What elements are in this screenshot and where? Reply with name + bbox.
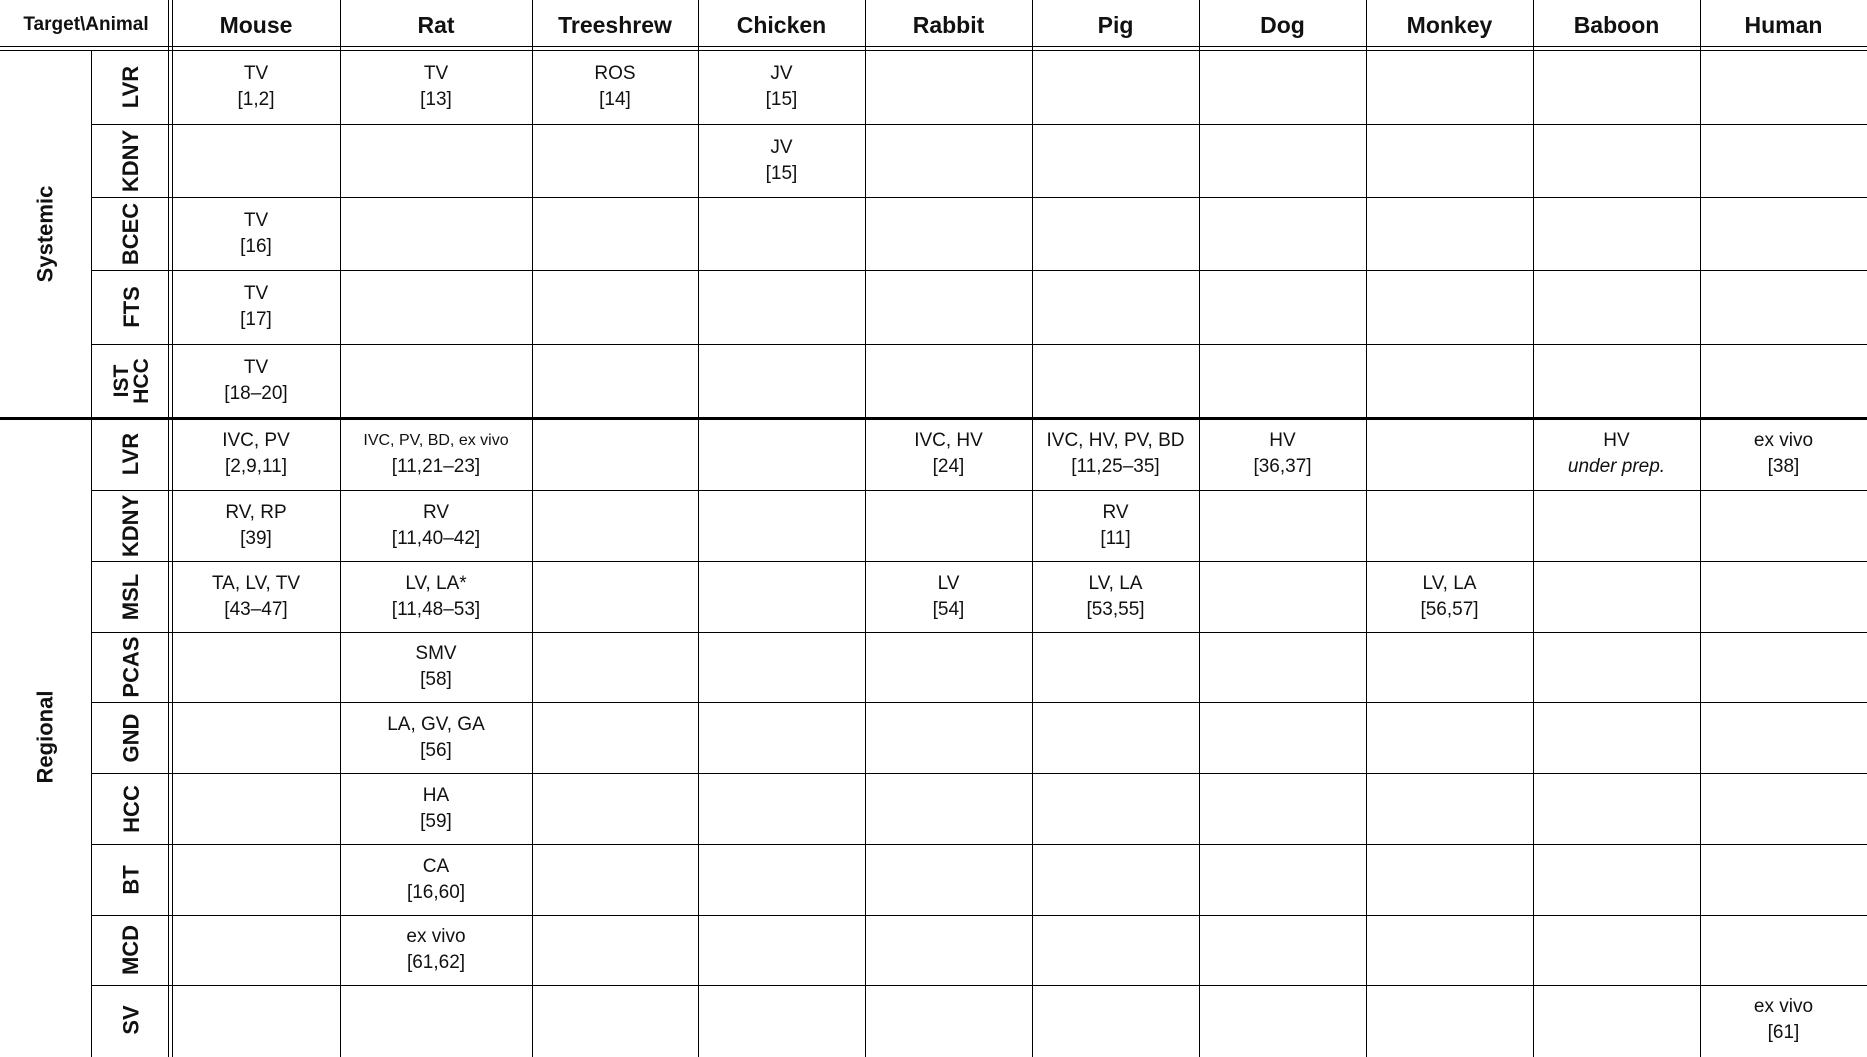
column-header-chicken: Chicken [736, 12, 827, 38]
row-divider [91, 270, 1867, 271]
table-cell [172, 344, 340, 418]
cell-reference: [13] [420, 89, 452, 110]
cell-reference: [36,37] [1253, 456, 1312, 477]
target-label-text: KDNY [118, 129, 144, 192]
cell-reference: [11,48–53] [391, 598, 481, 620]
cell-method: TV [243, 209, 269, 231]
target-label-kdny [91, 490, 172, 561]
target-label-hcc [91, 773, 172, 844]
target-label-text: FTS [118, 286, 144, 328]
cell-method: TA, LV, TV [211, 572, 300, 594]
cell-method: TV [243, 357, 269, 378]
cell-method: HA [422, 784, 450, 806]
cell-method: ROS [594, 63, 636, 84]
table-cell [340, 418, 532, 490]
corner-header [0, 0, 172, 50]
cell-reference: [1,2] [237, 89, 275, 110]
cell-method: TV [423, 63, 449, 84]
column-header-human: Human [1744, 12, 1823, 38]
column-divider [532, 0, 533, 1057]
target-label-text: HCC [118, 784, 144, 833]
table-cell [340, 50, 532, 124]
target-col-divider [91, 50, 92, 1057]
cell-reference: [38] [1767, 456, 1800, 477]
column-divider [1199, 0, 1200, 1057]
group-label-text: Systemic [32, 185, 58, 283]
row-divider [91, 124, 1867, 125]
cell-reference: [2,9,11] [225, 456, 287, 477]
cell-reference: [56] [420, 739, 452, 761]
cell-method: LV, LA* [405, 572, 467, 594]
column-divider [1533, 0, 1534, 1057]
table-cell [1199, 418, 1366, 490]
cell-reference: [11,40–42] [391, 527, 481, 549]
table-cell [865, 561, 1032, 632]
cell-reference: [58] [420, 669, 452, 690]
table-cell [172, 270, 340, 344]
cell-method: IVC, HV, PV, BD [1046, 430, 1185, 451]
target-label-text: SV [118, 1005, 144, 1035]
target-label-text: KDNY [118, 494, 144, 557]
cell-method: TV [243, 63, 269, 84]
row-divider [91, 344, 1867, 345]
column-header-rabbit: Rabbit [912, 12, 985, 38]
cell-method: ex vivo [406, 926, 466, 947]
column-header-rat: Rat [417, 12, 455, 38]
group-divider [0, 417, 1867, 420]
cell-method: JV [770, 63, 793, 84]
table-cell [1533, 418, 1700, 490]
column-header-mouse: Mouse [219, 12, 293, 38]
cell-method: RV [422, 501, 450, 523]
cell-reference: [39] [240, 527, 272, 549]
cell-method: LV, LA [1088, 572, 1143, 594]
cell-reference: [24] [932, 456, 965, 477]
target-label-line: HCC [129, 358, 153, 404]
target-label-lvr [91, 418, 172, 490]
cell-method: IVC, HV [914, 430, 983, 451]
column-divider [698, 0, 699, 1057]
table-cell [172, 197, 340, 270]
table-cell [340, 561, 532, 632]
cell-reference: [61,62] [406, 952, 466, 973]
target-label-text [109, 358, 153, 404]
cell-reference: [18–20] [224, 383, 288, 404]
column-header-baboon: Baboon [1573, 12, 1660, 38]
cell-reference: [53,55] [1086, 598, 1145, 620]
column-divider [1032, 0, 1033, 1057]
cell-reference: [11,25–35] [1071, 456, 1160, 477]
column-header-pig: Pig [1097, 12, 1134, 38]
target-label-sv [91, 985, 172, 1055]
cell-reference: [61] [1767, 1022, 1800, 1043]
cell-method: HV [1269, 430, 1296, 451]
target-label-line: IST [109, 364, 133, 398]
target-label-pcas [91, 632, 172, 702]
cell-reference: [14] [599, 89, 631, 110]
cell-method: LV, LA [1422, 572, 1477, 594]
cell-method: ex vivo [1753, 996, 1814, 1017]
column-header-treeshrew: Treeshrew [558, 12, 672, 38]
table-cell [1032, 561, 1199, 632]
cell-method: RV, RP [225, 501, 287, 523]
cell-method: TV [243, 283, 269, 304]
column-header-monkey: Monkey [1406, 12, 1493, 38]
target-label-text: MCD [118, 924, 144, 976]
target-label-text: LVR [118, 432, 144, 476]
table-cell [1366, 561, 1533, 632]
header-divider [0, 46, 1867, 47]
cell-reference: [11] [1100, 527, 1131, 549]
cell-reference: [17] [240, 309, 272, 330]
cell-method: CA [422, 855, 450, 877]
target-label-text: LVR [118, 65, 144, 109]
cell-method: JV [770, 136, 793, 158]
table-cell [172, 561, 340, 632]
table-cell [340, 632, 532, 702]
column-divider [1700, 0, 1701, 1057]
group-label-systemic [0, 50, 91, 418]
corner-label: Target\Animal [23, 14, 149, 35]
target-label-gnd [91, 702, 172, 773]
cell-reference: [15] [765, 89, 798, 110]
group-label-regional [0, 418, 91, 1055]
target-label-kdny [91, 124, 172, 197]
header-divider [0, 50, 1867, 51]
table-cell [172, 50, 340, 124]
cell-reference: [56,57] [1420, 598, 1479, 620]
target-label-text: PCAS [118, 636, 144, 698]
table-cell [698, 50, 865, 124]
table-cell [1032, 418, 1199, 490]
label-col-divider [168, 0, 169, 1057]
table-cell [172, 490, 340, 561]
cell-reference: [43–47] [224, 598, 288, 620]
column-divider [1366, 0, 1367, 1057]
cell-method: LA, GV, GA [387, 713, 485, 735]
target-label-lvr [91, 50, 172, 124]
cell-method: IVC, PV [222, 430, 290, 451]
cell-method: HV [1603, 430, 1630, 451]
cell-method: RV [1102, 501, 1129, 523]
table-cell [698, 124, 865, 197]
cell-reference: [11,21–23] [391, 456, 481, 477]
cell-reference: [54] [932, 598, 965, 620]
cell-method: ex vivo [1753, 430, 1814, 451]
table-cell [865, 418, 1032, 490]
target-label-text: MSL [118, 573, 144, 620]
cell-method: LV [937, 572, 960, 594]
cell-reference: [15] [765, 162, 798, 184]
table-cell [340, 490, 532, 561]
cell-method: SMV [415, 643, 457, 664]
row-divider [91, 985, 1867, 986]
table-cell [1032, 490, 1199, 561]
target-label-fts [91, 270, 172, 344]
cell-reference: [16] [240, 235, 272, 257]
row-divider [91, 197, 1867, 198]
table-cell [340, 702, 532, 773]
target-label-msl [91, 561, 172, 632]
column-divider [865, 0, 866, 1057]
target-label-text: BCEC [118, 202, 144, 265]
cell-reference: [16,60] [406, 881, 466, 903]
table-cell [340, 844, 532, 915]
table-cell [340, 915, 532, 985]
column-divider [340, 0, 341, 1057]
table-cell [532, 50, 698, 124]
table-cell [1700, 985, 1867, 1055]
table-cell [172, 418, 340, 490]
cell-note: under prep. [1567, 456, 1666, 477]
table-cell [340, 773, 532, 844]
label-col-divider [172, 0, 173, 1057]
group-label-text: Regional [32, 690, 58, 783]
target-label-ist-hcc [91, 344, 172, 418]
column-header-dog: Dog [1260, 12, 1305, 38]
cell-method: IVC, PV, BD, ex vivo [363, 432, 509, 449]
target-label-text: BT [118, 864, 144, 895]
target-label-bcec [91, 197, 172, 270]
target-label-text: GND [118, 713, 144, 762]
cell-reference: [59] [420, 810, 452, 832]
target-label-bt [91, 844, 172, 915]
table-cell [1700, 418, 1867, 490]
target-label-mcd [91, 915, 172, 985]
